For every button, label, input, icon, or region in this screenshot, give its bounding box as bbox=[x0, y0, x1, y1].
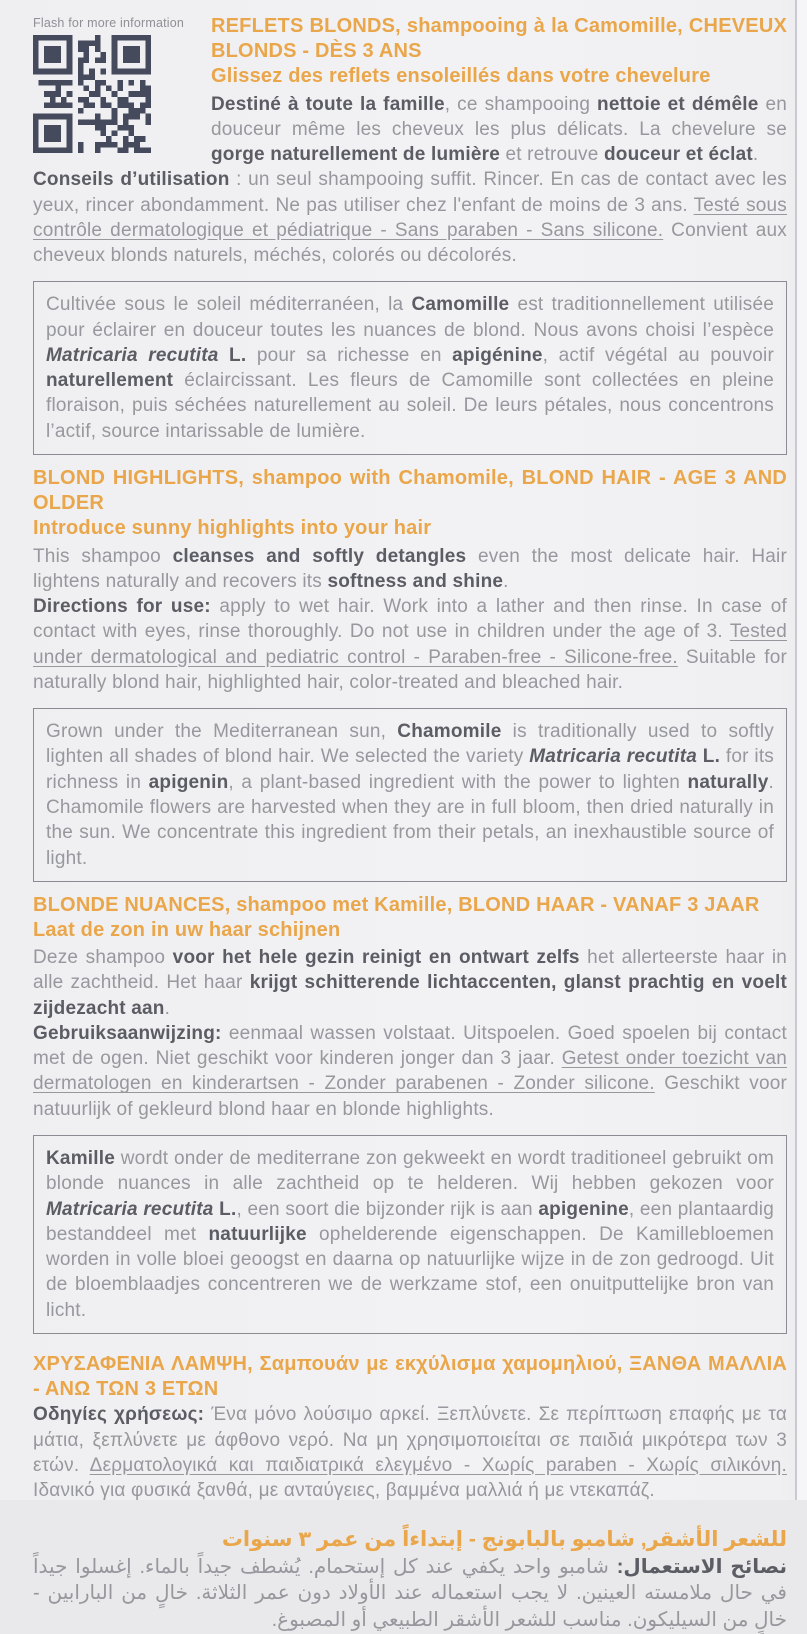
dutch-description-paragraph: Deze shampoo voor het hele gezin reinigt en ontwart zelfs het allerteerste haar in alle zachtheid. Het haar krijgt schitterende lichtaccenten, glanst prachtig en voelt zijdezacht aan. bbox=[33, 947, 788, 1019]
arabic-body bbox=[33, 1554, 787, 1634]
dutch-usage-paragraph: Gebruiksaanwijzing: eenmaal wassen volstaat. Uitspoelen. Goed spoelen bij contact met de ogen. Niet geschikt voor kinderen jonger dan 3 jaar. Getest onder toezicht van dermatologen en kinderartsen - Zonder parabenen - Zonder silicone. Geschikt voor natuurlijk of gekleurd blond haar en blonde highlights. bbox=[33, 1022, 788, 1120]
qr-block bbox=[33, 16, 185, 153]
qr-code-icon bbox=[33, 35, 181, 153]
greek-usage-paragraph: Οδηγίες χρήσεως: Ένα μόνο λούσιμο αρκεί. Ξεπλύνετε. Σε περίπτωση επαφής με τα μάτια, ξεπλύνετε με άφθονο νερό. Να μη χρησιμοποιείται σε παιδιά μικρότερα των 3 ετών. Δερματολογικά και παιδιατρικά ελεγμένο - Χωρίς paraben - Χωρίς σιλικόνη. Ιδανικό για φυσικά ξανθά, με ανταύγειες, βαμμένα μαλλιά ή με ντεκαπάζ. bbox=[33, 1404, 787, 1502]
dutch-subheading: Laat de zon in uw haar schijnen bbox=[33, 918, 341, 941]
french-description-paragraph: Destiné à toute la famille, ce shampooing nettoie et démêle en douceur même les cheveux les plus délicats. La chevelure se gorge naturellement de lumière et retrouve douceur et éclat. bbox=[211, 93, 788, 166]
label-edge-margin bbox=[797, 0, 807, 1500]
english-usage-paragraph: Directions for use: apply to wet hair. Work into a lather and then rinse. In case of contact with eyes, rinse thoroughly. Do not use in children under the age of 3. Tested under dermatological and pediatric control - Paraben-free - Silicone-free. Suitable for naturally blond hair, highlighted hair, color-treated and bleached hair. bbox=[33, 596, 787, 693]
qr-caption: Flash for more information bbox=[33, 16, 185, 30]
dutch-info-box: Kamille wordt onder de mediterrane zon gekweekt en wordt traditioneel gebruikt om blonde nuances in alle zachtheid op te helderen. Wij hebben gekozen voor Matricaria recutita L., een soort die bijzonder rijk is aan apigenine, een plantaardig bestanddeel met natuurlijke ophelderende eigenschappen. De Kamillebloemen worden in volle bloei geoogst en daarna op natuurlijke wijze in de zon gedroogd. Uit de bloemblaadjes concentreren we de werkzame stof, een onuitputtelijke bron van licht. bbox=[33, 1135, 787, 1334]
dutch-body bbox=[33, 945, 787, 1122]
english-subheading: Introduce sunny highlights into your hair bbox=[33, 517, 432, 540]
english-body bbox=[33, 544, 787, 696]
arabic-usage-paragraph: نصائح الاستعمال: شامبو واحد يكفي عند كل إستحمام. يُشطف جيداً بالماء. إغسلوا جيداً في حال ملامسته العينين. لا يجب استعماله عند الأولاد دون عمر الثلاثة. خالٍ من البارابين - خالٍ من السيليكون. مناسب للشعر الأشقر الطبيعي أو المصبوغ. bbox=[33, 1555, 788, 1631]
french-heading: REFLETS BLONDS, shampooing à la Camomille, CHEVEUX BLONDS - DÈS 3 ANS bbox=[211, 15, 787, 63]
english-description-paragraph: This shampoo cleanses and softly detangles even the most delicate hair. Hair lightens naturally and recovers its softness and shine. bbox=[33, 545, 787, 592]
greek-heading: ΧΡΥΣΑΦΕΝΙΑ ΛΑΜΨΗ, Σαμπουάν με εκχύλισμα χαμομηλιού, ΞΑΝΘΑ ΜΑΛΛΙΑ - ΑΝΩ ΤΩΝ 3 ΕΤΩΝ bbox=[33, 1352, 787, 1401]
english-info-box: Grown under the Mediterranean sun, Chamomile is traditionally used to softly lighten all shades of blond hair. We selected the variety Matricaria recutita L. for its richness in apigenin, a plant-based ingredient with the power to lighten naturally. Chamomile flowers are harvested when they are in full bloom, then dried naturally in the sun. We concentrate this ingredient from their petals, an inexhaustible source of light. bbox=[33, 708, 787, 882]
section-dutch bbox=[33, 893, 787, 1122]
french-usage-paragraph: Conseils d’utilisation : un seul shampooing suffit. Rincer. En cas de contact avec les yeux, rincer abondamment. Ne pas utiliser chez l'enfant de moins de 3 ans. Testé sous contrôle dermatologique et pédiatrique - Sans paraben - Sans silicone. Convient aux cheveux blonds naturels, méchés, colorés ou décolorés. bbox=[33, 169, 788, 267]
french-subheading: Glissez des reflets ensoleillés dans votre chevelure bbox=[211, 65, 711, 88]
section-english bbox=[33, 466, 787, 695]
section-arabic bbox=[33, 1527, 787, 1633]
english-heading: BLOND HIGHLIGHTS, shampoo with Chamomile, BLOND HAIR - AGE 3 AND OLDER bbox=[33, 467, 787, 515]
dutch-heading: BLONDE NUANCES, shampoo met Kamille, BLOND HAAR - VANAF 3 JAAR bbox=[33, 893, 760, 916]
section-greek bbox=[33, 1352, 787, 1503]
french-info-box: Cultivée sous le soleil méditerranéen, la Camomille est traditionnellement utilisée pour éclairer en douceur toutes les nuances de blond. Nous avons choisi l’espèce Matricaria recutita L. pour sa richesse en apigénine, actif végétal au pouvoir naturellement éclaircissant. Les fleurs de Camomille sont collectées en pleine floraison, puis séchées naturellement au soleil. De leurs pétales, nous concentrons l’actif, source intarissable de lumière. bbox=[33, 281, 787, 455]
section-french bbox=[33, 14, 787, 268]
greek-body bbox=[33, 1402, 787, 1503]
arabic-heading: للشعر الأشقر, شامبو بالبابونج - إبتداءاً من عمر ٣ سنوات bbox=[221, 1528, 787, 1552]
